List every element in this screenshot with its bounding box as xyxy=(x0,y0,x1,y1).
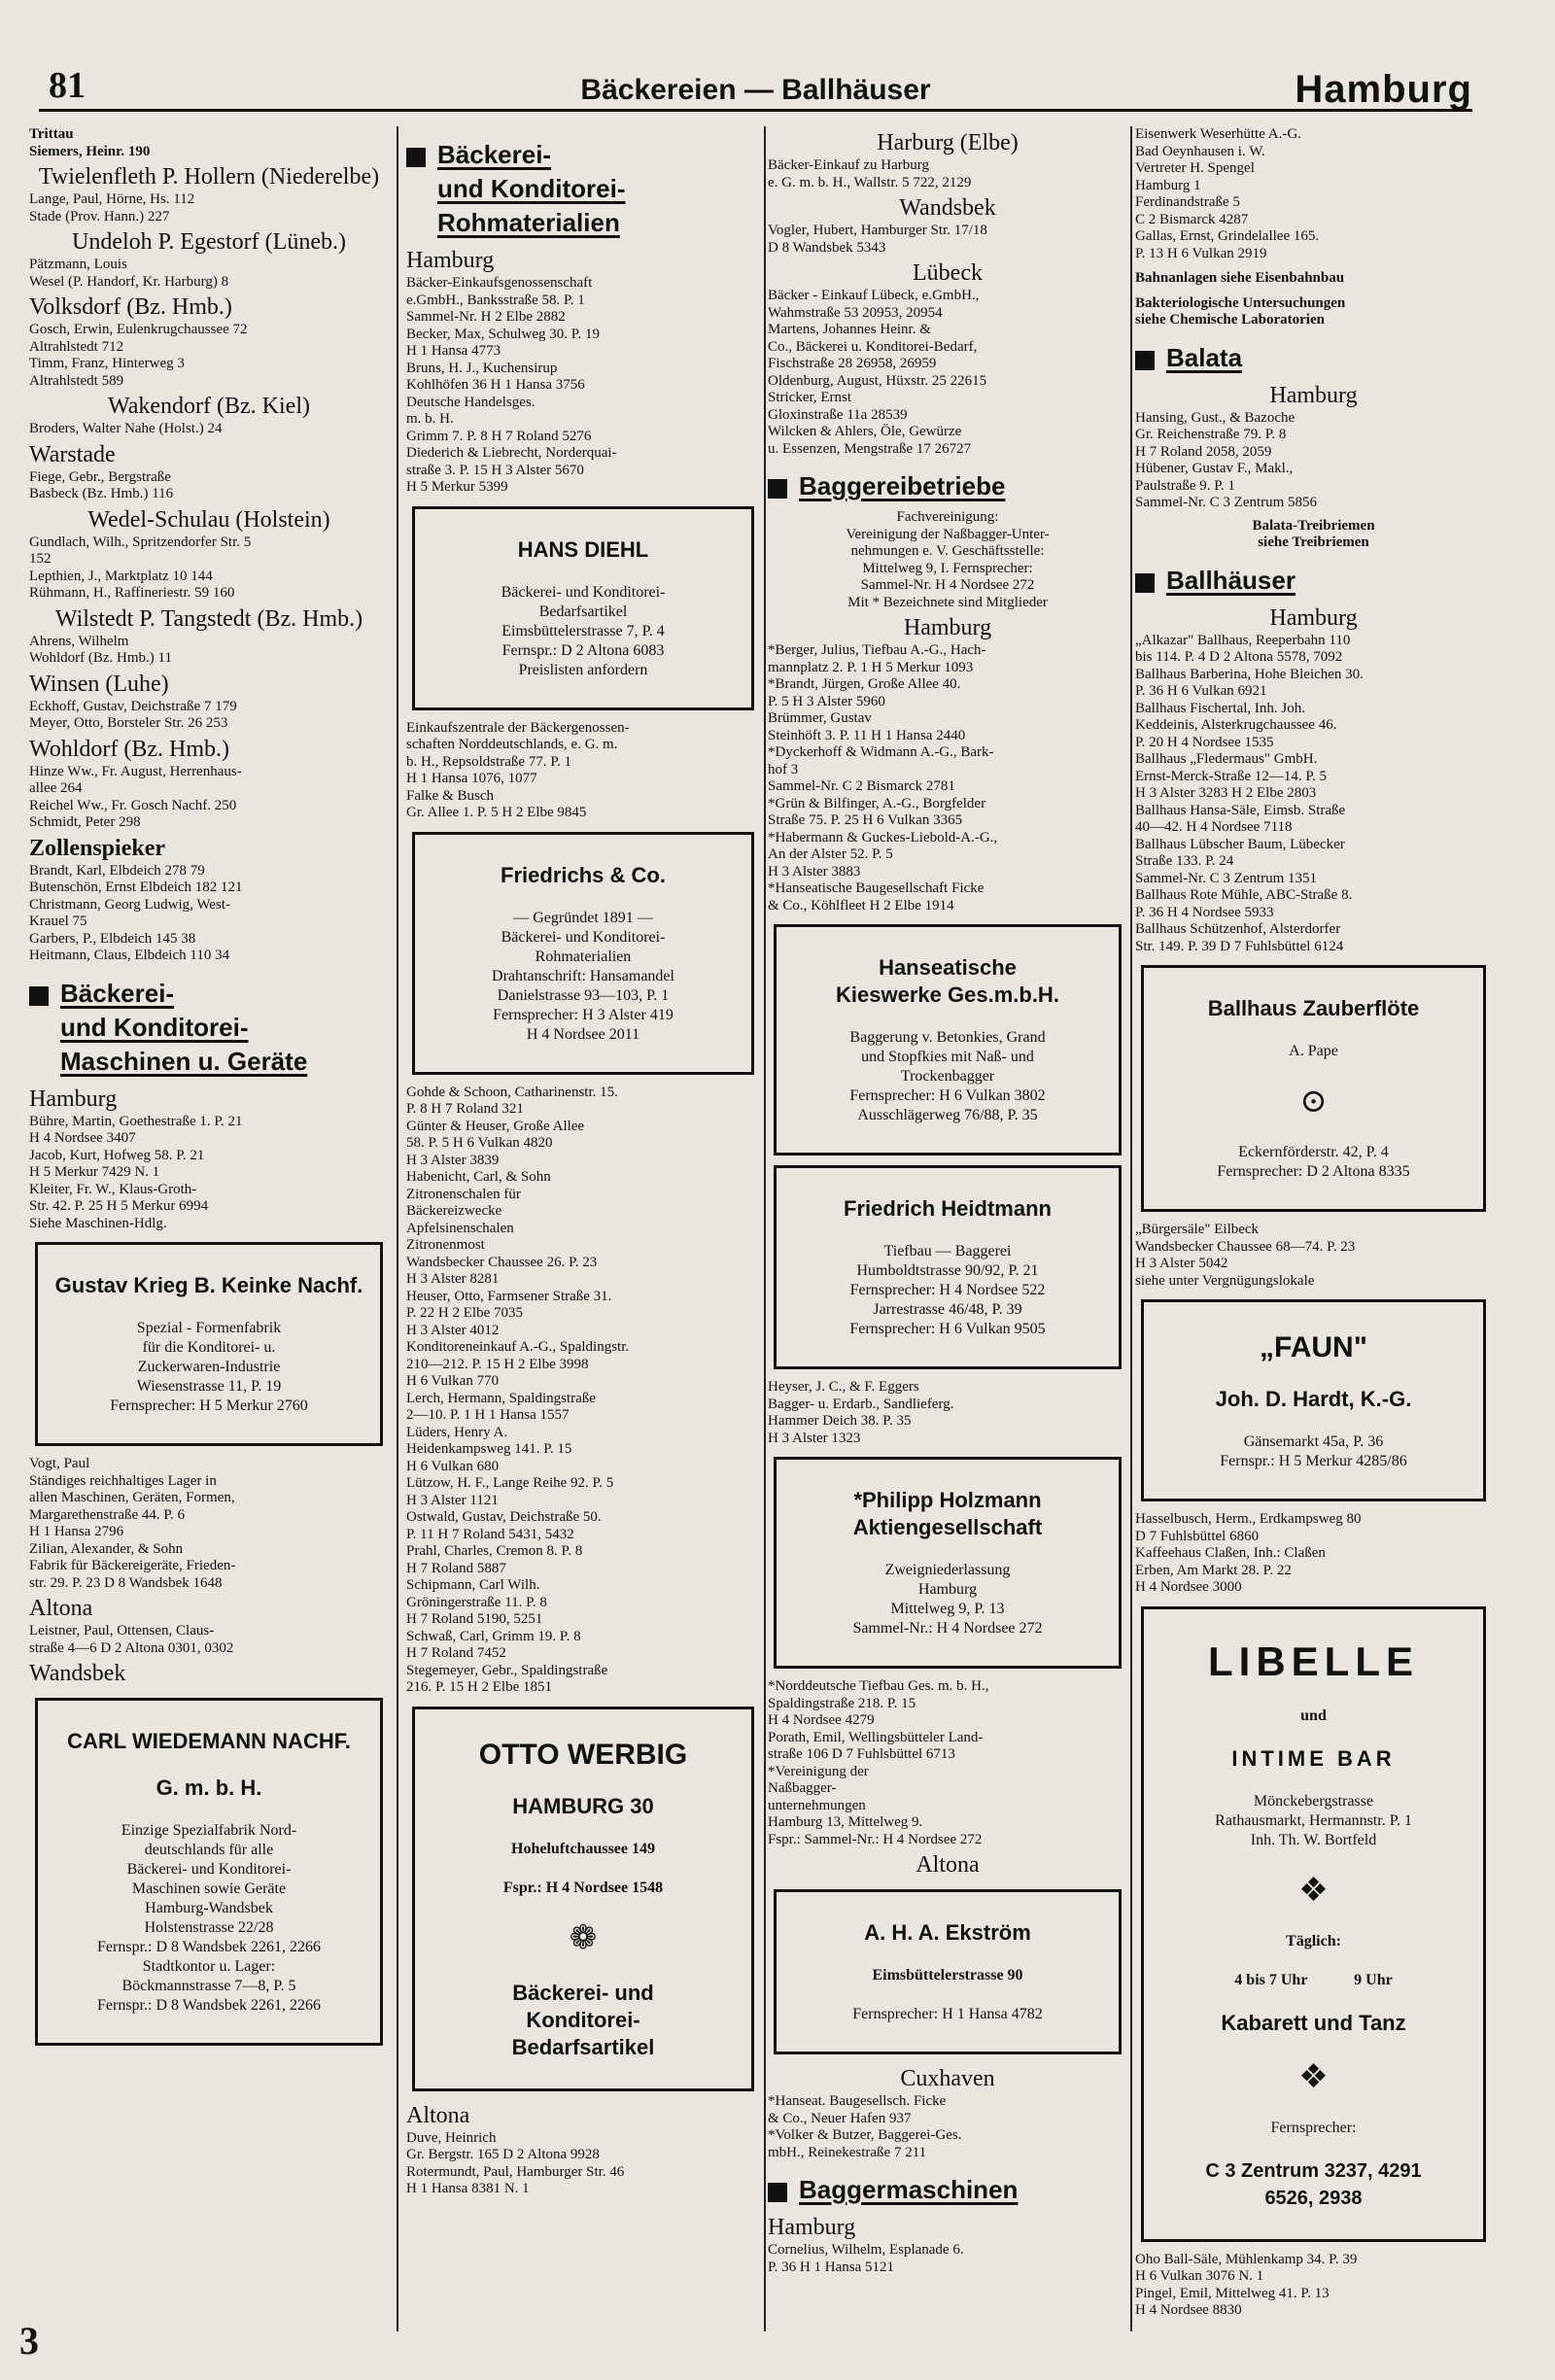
advertisement-box xyxy=(774,1457,1122,1669)
listing-entry: Bäcker-Einkauf zu Harburg e. G. m. b. H., Wallstr. 5 722, 2129 xyxy=(768,157,972,190)
ad-street: Hoheluftchaussee 149 xyxy=(511,1840,655,1857)
location-heading: Warstade xyxy=(29,441,116,467)
page-header xyxy=(39,64,1472,112)
advertisement-box xyxy=(1141,1299,1486,1501)
listing-entry: Hasselbusch, Herm., Erdkampsweg 80 D 7 Fuhlsbüttel 6860 Kaffeehaus Claßen, Inh.: Claßen Erben, Am Markt 28. P. 22 H 4 Nordsee 3000 xyxy=(1135,1511,1362,1595)
cross-reference: Balata-Treibriemen siehe Treibriemen xyxy=(1252,517,1375,550)
location-heading: Hamburg xyxy=(903,615,992,640)
location-heading: Altona xyxy=(406,2102,470,2128)
section-heading xyxy=(29,977,389,1079)
location-heading: Hamburg xyxy=(29,1086,118,1112)
ad-title: LIBELLE xyxy=(1208,1638,1419,1684)
ad-title: Friedrich Heidtmann xyxy=(844,1196,1052,1221)
location-heading: Zollenspieker xyxy=(29,835,166,861)
advertisement-box xyxy=(412,832,754,1075)
location-heading: Wakendorf (Bz. Kiel) xyxy=(108,394,310,419)
section-title: Baggereibetriebe xyxy=(799,471,1006,500)
page-number: 81 xyxy=(49,65,86,106)
ornament-icon: ❖ xyxy=(1298,1872,1329,1909)
ad-body: Eckernförderstr. 42, P. 4 Fernsprecher: D 2 Altona 8335 xyxy=(1217,1144,1410,1180)
listing-entry: Einkaufszentrale der Bäckergenossen- schaften Norddeutschlands, e. G. m. b. H., Repsoldstraße 77. P. 1 H 1 Hansa 1076, 1077 Falke & Busch Gr. Allee 1. P. 5 H 2 Elbe 9845 xyxy=(406,719,630,820)
section-heading xyxy=(406,138,760,240)
section-title: Baggermaschinen xyxy=(799,2175,1019,2204)
location-heading: Wedel-Schulau (Holstein) xyxy=(87,506,330,533)
ad-body: — Gegründet 1891 — Bäckerei- und Konditorei- Rohmaterialien Drahtanschrift: Hansamandel Danielstrasse 93—103, P. 1 Fernsprecher: H 3 Alster 419 H 4 Nordsee 2011 xyxy=(492,909,674,1043)
section-title: Bäckerei- und Konditorei- Rohmaterialien xyxy=(437,140,626,237)
ad-subtitle: INTIME BAR xyxy=(1231,1745,1396,1771)
section-heading xyxy=(1135,564,1492,598)
location-heading: Hamburg xyxy=(406,248,495,273)
column-divider xyxy=(397,126,398,2331)
section-heading xyxy=(1135,341,1492,375)
advertisement-box xyxy=(412,1707,754,2091)
column-divider xyxy=(1130,126,1132,2331)
ornament-icon: ❖ xyxy=(1298,2058,1329,2095)
listing-entry: „Alkazar" Ballhaus, Reeperbahn 110 bis 114. P. 4 D 2 Altona 5578, 7092 Ballhaus Barberina, Hohe Bleichen 30. P. 36 H 6 Vulkan 6921 Ballhaus Fischertal, Inh. Joh. Keddeinis, Alsterkrugchaussee 46. P. 20 H 4 Nordsee 1535 Ballhaus „Fledermaus" GmbH. Ernst-Merck-Straße 12—14. P. 5 H 3 Alster 3283 H 2 Elbe 2803 Ballhaus Hansa-Säle, Eimsb. Straße 40—42. H 4 Nordsee 7118 Ballhaus Lübscher Baum, Lübecker Straße 133. P. 24 Sammel-Nr. C 3 Zentrum 1351 Ballhaus Rote Mühle, ABC-Straße 8. P. 36 H 4 Nordsee 5933 Ballhaus Schützenhof, Alsterdorfer Str. 149. P. 39 D 7 Fuhlsbüttel 6124 xyxy=(1135,632,1364,954)
ad-phone-label: Fernsprecher: xyxy=(1270,2119,1357,2136)
ad-body: Gänsemarkt 45a, P. 36 Fernspr.: H 5 Merkur 4285/86 xyxy=(1220,1433,1407,1469)
listing-entry: Oho Ball-Säle, Mühlenkamp 34. P. 39 H 6 Vulkan 3076 N. 1 Pingel, Emil, Mittelweg 41. P. 13 H 4 Nordsee 8830 xyxy=(1135,2251,1358,2318)
ad-name: A. Pape xyxy=(1289,1043,1338,1059)
section-marker-icon xyxy=(29,986,49,1006)
location-heading: Cuxhaven xyxy=(900,2066,995,2091)
listing-entry: Fiege, Gebr., Bergstraße Basbeck (Bz. Hmb.) 116 xyxy=(29,468,174,501)
ad-title: Hanseatische Kieswerke Ges.m.b.H. xyxy=(836,955,1059,1007)
listing-entry: Brandt, Karl, Elbdeich 278 79 Butenschön, Ernst Elbdeich 182 121 Christmann, Georg Ludwig, West- Krauel 75 Garbers, P., Elbdeich 145 38 Heitmann, Claus, Elbdeich 110 34 xyxy=(29,862,243,963)
ad-title: Ballhaus Zauberflöte xyxy=(1207,996,1420,1020)
listing-entry: Ahrens, Wilhelm Wohldorf (Bz. Hmb.) 11 xyxy=(29,633,172,666)
ad-body: Mönckebergstrasse Rathausmarkt, Hermannstr. P. 1 Inh. Th. W. Bortfeld xyxy=(1215,1792,1412,1848)
ad-subtitle: Joh. D. Hardt, K.-G. xyxy=(1215,1387,1412,1411)
ad-subtitle: HAMBURG 30 xyxy=(512,1793,654,1818)
listing-entry: *Hanseat. Baugesellsch. Ficke & Co., Neuer Hafen 937 *Volker & Butzer, Baggerei-Ges. mbH., Reinekestraße 7 211 xyxy=(768,2093,962,2160)
ad-title: A. H. A. Ekström xyxy=(864,1920,1031,1945)
listing-entry: *Berger, Julius, Tiefbau A.-G., Hach- mannplatz 2. P. 1 H 5 Merkur 1093 *Brandt, Jürgen, Große Allee 40. P. 5 H 3 Alster 5960 Brümmer, Gustav Steinhöft 3. P. 11 H 1 Hansa 2440 *Dyckerhoff & Widmann A.-G., Bark- hof 3 Sammel-Nr. C 2 Bismarck 2781 *Grün & Bilfinger, A.-G., Borgfelder Straße 75. P. 25 H 6 Vulkan 3365 *Habermann & Guckes-Liebold-A.-G., An der Alster 52. P. 5 H 3 Alster 3883 *Hanseatische Baugesellschaft Ficke & Co., Köhlfleet H 2 Elbe 1914 xyxy=(768,642,998,914)
ad-body: Zweigniederlassung Hamburg Mittelweg 9, P. 13 Sammel-Nr.: H 4 Nordsee 272 xyxy=(852,1562,1043,1637)
ad-program: Kabarett und Tanz xyxy=(1221,2010,1406,2035)
location-heading: Undeloh P. Egestorf (Lüneb.) xyxy=(72,229,346,255)
listing-entry: „Bürgersäle" Eilbeck Wandsbecker Chaussee 68—74. P. 23 H 3 Alster 5042 siehe unter Vergnügungslokale xyxy=(1135,1222,1356,1289)
location-heading: Wohldorf (Bz. Hmb.) xyxy=(29,736,230,762)
listing-entry: *Norddeutsche Tiefbau Ges. m. b. H., Spaldingstraße 218. P. 15 H 4 Nordsee 4279 Porath, Emil, Wellingsbütteler Land- straße 106 D 7 Fuhlsbüttel 6713 *Vereinigung der Naßbagger- unternehmungen Hamburg 13, Mittelweg 9. Fspr.: Sammel-Nr.: H 4 Nordsee 272 xyxy=(768,1678,989,1847)
listing-entry: Gundlach, Wilh., Spritzendorfer Str. 5 152 Lepthien, J., Marktplatz 10 144 Rühmann, H., Raffineriestr. 59 160 xyxy=(29,534,252,601)
listing-entry: Hinze Ww., Fr. August, Herrenhaus- allee 264 Reichel Ww., Fr. Gosch Nachf. 250 Schmidt, Peter 298 xyxy=(29,763,242,830)
advertisement-box xyxy=(774,1165,1122,1369)
cross-reference: Bahnanlagen siehe Eisenbahnbau xyxy=(1135,270,1345,286)
listing-entry: Vogler, Hubert, Hamburger Str. 17/18 D 8 Wandsbek 5343 xyxy=(768,223,987,256)
ornament-icon: ❁ xyxy=(569,1919,598,1956)
ad-body: Bäckerei- und Konditorei- Bedarfsartikel xyxy=(511,1980,655,2059)
ad-title: CARL WIEDEMANN NACHF. xyxy=(67,1729,351,1753)
column-1 xyxy=(29,126,389,2322)
listing-entry: Broders, Walter Nahe (Holst.) 24 xyxy=(29,421,223,436)
location-heading: Wandsbek xyxy=(29,1661,126,1686)
section-marker-icon xyxy=(768,2183,787,2202)
location-heading: Harburg (Elbe) xyxy=(877,130,1019,155)
listing-entry: Hansing, Gust., & Bazoche Gr. Reichenstraße 79. P. 8 H 7 Roland 2058, 2059 Hübener, Gustav F., Makl., Paulstraße 9. P. 1 Sammel-Nr. C 3 Zentrum 5856 xyxy=(1135,409,1318,510)
location-heading: Wilstedt P. Tangstedt (Bz. Hmb.) xyxy=(54,605,363,632)
advertisement-box xyxy=(412,506,754,710)
section-marker-icon xyxy=(406,148,426,167)
location-heading: Wandsbek xyxy=(899,195,996,221)
association-note: Fachvereinigung: Vereinigung der Naßbagger-Unter- nehmungen e. V. Geschäftsstelle: Mittelweg 9, I. Fernsprecher: Sammel-Nr. H 4 Nordsee 272 Mit * Bezeichnete sind Mitglieder xyxy=(846,509,1050,610)
listing-entry: Eisenwerk Weserhütte A.-G. Bad Oeynhausen i. W. Vertreter H. Spengel Hamburg 1 Ferdinandstraße 5 C 2 Bismarck 4287 Gallas, Ernst, Grindelallee 165. P. 13 H 6 Vulkan 2919 xyxy=(1135,126,1320,261)
ad-subtitle: G. m. b. H. xyxy=(156,1776,262,1800)
ad-title: Gustav Krieg B. Keinke Nachf. xyxy=(54,1273,363,1297)
location-heading: Volksdorf (Bz. Hmb.) xyxy=(29,294,232,320)
location-heading: Altona xyxy=(916,1852,980,1878)
ad-phone: Fspr.: H 4 Nordsee 1548 xyxy=(502,1879,664,1896)
section-marker-icon xyxy=(1135,351,1155,370)
ad-title: *Philipp Holzmann Aktiengesellschaft xyxy=(852,1488,1043,1539)
section-title: Bäckerei- und Konditorei- Maschinen u. Geräte xyxy=(60,978,308,1076)
section-title: Ballhäuser xyxy=(1166,565,1296,595)
listing-entry: Gosch, Erwin, Eulenkrugchaussee 72 Altrahlstedt 712 Timm, Franz, Hinterweg 3 Altrahlstedt 589 xyxy=(29,322,248,389)
location-heading: Hamburg xyxy=(1269,604,1358,631)
listing-entry: Bühre, Martin, Goethestraße 1. P. 21 H 4 Nordsee 3407 Jacob, Kurt, Hofweg 58. P. 21 H 5 Merkur 7429 N. 1 Kleiter, Fr. W., Klaus-Groth- Str. 42. P. 25 H 5 Merkur 6994 Siehe Maschinen-Hdlg. xyxy=(29,1113,243,1231)
listing-entry: Duve, Heinrich Gr. Bergstr. 165 D 2 Altona 9928 Rotermundt, Paul, Hamburger Str. 46 H 1 Hansa 8381 N. 1 xyxy=(406,2129,625,2196)
section-marker-icon xyxy=(1135,573,1155,593)
section-heading xyxy=(768,469,1127,503)
ad-title: „FAUN" xyxy=(1260,1331,1367,1363)
ad-hours: 4 bis 7 Uhr 9 Uhr xyxy=(1234,1971,1393,1988)
location-heading: Altona xyxy=(29,1596,93,1621)
listing-entry: Pätzmann, Louis Wesel (P. Handorf, Kr. Harburg) 8 xyxy=(29,257,229,290)
ad-body: Spezial - Formenfabrik für die Konditorei- u. Zuckerwaren-Industrie Wiesenstrasse 11, P. 19 Fernsprecher: H 5 Merkur 2760 xyxy=(110,1320,308,1414)
listing-entry: Bäcker - Einkauf Lübeck, e.GmbH., Wahmstraße 53 20953, 20954 Martens, Johannes Heinr. & Co., Bäckerei u. Konditorei-Bedarf, Fischstraße 28 26958, 26959 Oldenburg, August, Hüxstr. 25 22615 Stricker, Ernst Gloxinstraße 11a 28539 Wilcken & Ahlers, Öle, Gewürze u. Essenzen, Mengstraße 17 26727 xyxy=(768,288,987,457)
column-2 xyxy=(406,126,760,2322)
advertisement-box xyxy=(774,1889,1122,2054)
ad-phone: Fernsprecher: H 1 Hansa 4782 xyxy=(852,2006,1043,2022)
listing-entry: Cornelius, Wilhelm, Esplanade 6. P. 36 H 1 Hansa 5121 xyxy=(768,2242,964,2275)
advertisement-box xyxy=(35,1242,383,1446)
ad-daily: Täglich: xyxy=(1286,1932,1341,1949)
page-city: Hamburg xyxy=(1295,68,1472,111)
location-heading: Lübeck xyxy=(913,260,983,286)
column-4 xyxy=(1135,126,1492,2322)
advertisement-box xyxy=(1141,965,1486,1212)
listing-entry: Bäcker-Einkaufsgenossenschaft e.GmbH., Banksstraße 58. P. 1 Sammel-Nr. H 2 Elbe 2882 Becker, Max, Schulweg 30. P. 19 H 1 Hansa 4773 Bruns, H. J., Kuchensirup Kohlhöfen 36 H 1 Hansa 3756 Deutsche Handelsges. m. b. H. Grimm 7. P. 8 H 7 Roland 5276 Diederich & Liebrecht, Norderquai- straße 3. P. 15 H 3 Alster 5670 H 5 Merkur 5399 xyxy=(406,275,617,495)
signature-mark: 3 xyxy=(19,2319,39,2363)
ad-title: OTTO WERBIG xyxy=(478,1738,688,1771)
ad-street: Eimsbüttelerstrasse 90 xyxy=(872,1967,1023,1983)
ornament-icon: ⊙ xyxy=(1299,1084,1328,1120)
ad-body: Tiefbau — Baggerei Humboldtstrasse 90/92, P. 21 Fernsprecher: H 4 Nordsee 522 Jarrestrasse 46/48, P. 39 Fernsprecher: H 6 Vulkan 9505 xyxy=(849,1243,1046,1337)
ad-title: HANS DIEHL xyxy=(517,536,649,562)
listing-entry: Lange, Paul, Hörne, Hs. 112 Stade (Prov. Hann.) 227 xyxy=(29,191,195,224)
section-title: Balata xyxy=(1166,342,1243,372)
page-title: Bäckereien — Ballhäuser xyxy=(580,74,931,106)
ad-title: Friedrichs & Co. xyxy=(501,862,666,887)
advertisement-box xyxy=(1141,1606,1486,2242)
column-3 xyxy=(768,126,1127,2322)
listing-entry: Leistner, Paul, Ottensen, Claus- straße 4—6 D 2 Altona 0301, 0302 xyxy=(29,1623,234,1656)
ad-body: Bäckerei- und Konditorei- Bedarfsartikel Eimsbüttelerstrasse 7, P. 4 Fernspr.: D 2 Altona 6083 Preislisten anfordern xyxy=(501,583,666,678)
listing-entry: Heyser, J. C., & F. Eggers Bagger- u. Erdarb., Sandlieferg. Hammer Deich 38. P. 35 H 3 Alster 1323 xyxy=(768,1379,954,1446)
advertisement-box xyxy=(35,1698,383,2046)
advertisement-box xyxy=(774,924,1122,1156)
location-heading: Twielenfleth P. Hollern (Niederelbe) xyxy=(38,164,380,190)
section-marker-icon xyxy=(768,479,787,499)
location-heading: Winsen (Luhe) xyxy=(29,671,169,697)
location-heading: Hamburg xyxy=(1269,382,1358,408)
listing-entry: Vogt, Paul Ständiges reichhaltiges Lager in allen Maschinen, Geräten, Formen, Margarethenstraße 44. P. 6 H 1 Hansa 2796 Zilian, Alexander, & Sohn Fabrik für Bäckereigeräte, Frieden- str. 29. P. 23 D 8 Wandsbek 1648 xyxy=(29,1456,236,1591)
cross-reference: Bakteriologische Untersuchungen siehe Chemische Laboratorien xyxy=(1135,294,1346,328)
section-heading xyxy=(768,2173,1127,2207)
listing-entry: Eckhoff, Gustav, Deichstraße 7 179 Meyer, Otto, Borsteler Str. 26 253 xyxy=(29,698,237,731)
ad-body: Baggerung v. Betonkies, Grand und Stopfkies mit Naß- und Trockenbagger Fernsprecher: H 6 Vulkan 3802 Ausschlägerweg 76/88, P. 35 xyxy=(849,1029,1046,1123)
ad-phone: C 3 Zentrum 3237, 4291 6526, 2938 xyxy=(1205,2159,1422,2209)
ad-body: Einzige Spezialfabrik Nord- deutschlands für alle Bäckerei- und Konditorei- Maschinen sowie Geräte Hamburg-Wandsbek Holstenstrasse 22/28 Fernspr.: D 8 Wandsbek 2261, 2266 Stadtkontor u. Lager: Böckmannstrasse 7—8, P. 5 Fernspr.: D 8 Wandsbek 2261, 2266 xyxy=(97,1822,321,2014)
location-heading: Hamburg xyxy=(768,2215,856,2240)
column-divider xyxy=(764,126,766,2331)
listing-entry: Trittau Siemers, Heinr. 190 xyxy=(29,126,151,159)
listing-entry: Gohde & Schoon, Catharinenstr. 15. P. 8 H 7 Roland 321 Günter & Heuser, Große Allee 58. P. 5 H 6 Vulkan 4820 H 3 Alster 3839 Habenicht, Carl, & Sohn Zitronenschalen für Bäckereizwecke Apfelsinenschalen Zitronenmost Wandsbecker Chaussee 26. P. 23 H 3 Alster 8281 Heuser, Otto, Farmsener Straße 31. P. 22 H 2 Elbe 7035 H 3 Alster 4012 Konditoreneinkauf A.-G., Spaldingstr. 210—212. P. 15 H 2 Elbe 3998 H 6 Vulkan 770 Lerch, Hermann, Spaldingstraße 2—10. P. 1 H 1 Hansa 1557 Lüders, Henry A. Heidenkampsweg 141. P. 15 H 6 Vulkan 680 Lützow, H. F., Lange Reihe 92. P. 5 H 3 Alster 1121 Ostwald, Gustav, Deichstraße 50. P. 11 H 7 Roland 5431, 5432 Prahl, Charles, Cremon 8. P. 8 H 7 Roland 5887 Schipmann, Carl Wilh. Gröningerstraße 11. P. 8 H 7 Roland 5190, 5251 Schwaß, Carl, Grimm 19. P. 8 H 7 Roland 7452 Stegemeyer, Gebr., Spaldingstraße 216. P. 15 H 2 Elbe 1851 xyxy=(406,1084,630,1695)
ad-conjunction: und xyxy=(1300,1707,1327,1724)
